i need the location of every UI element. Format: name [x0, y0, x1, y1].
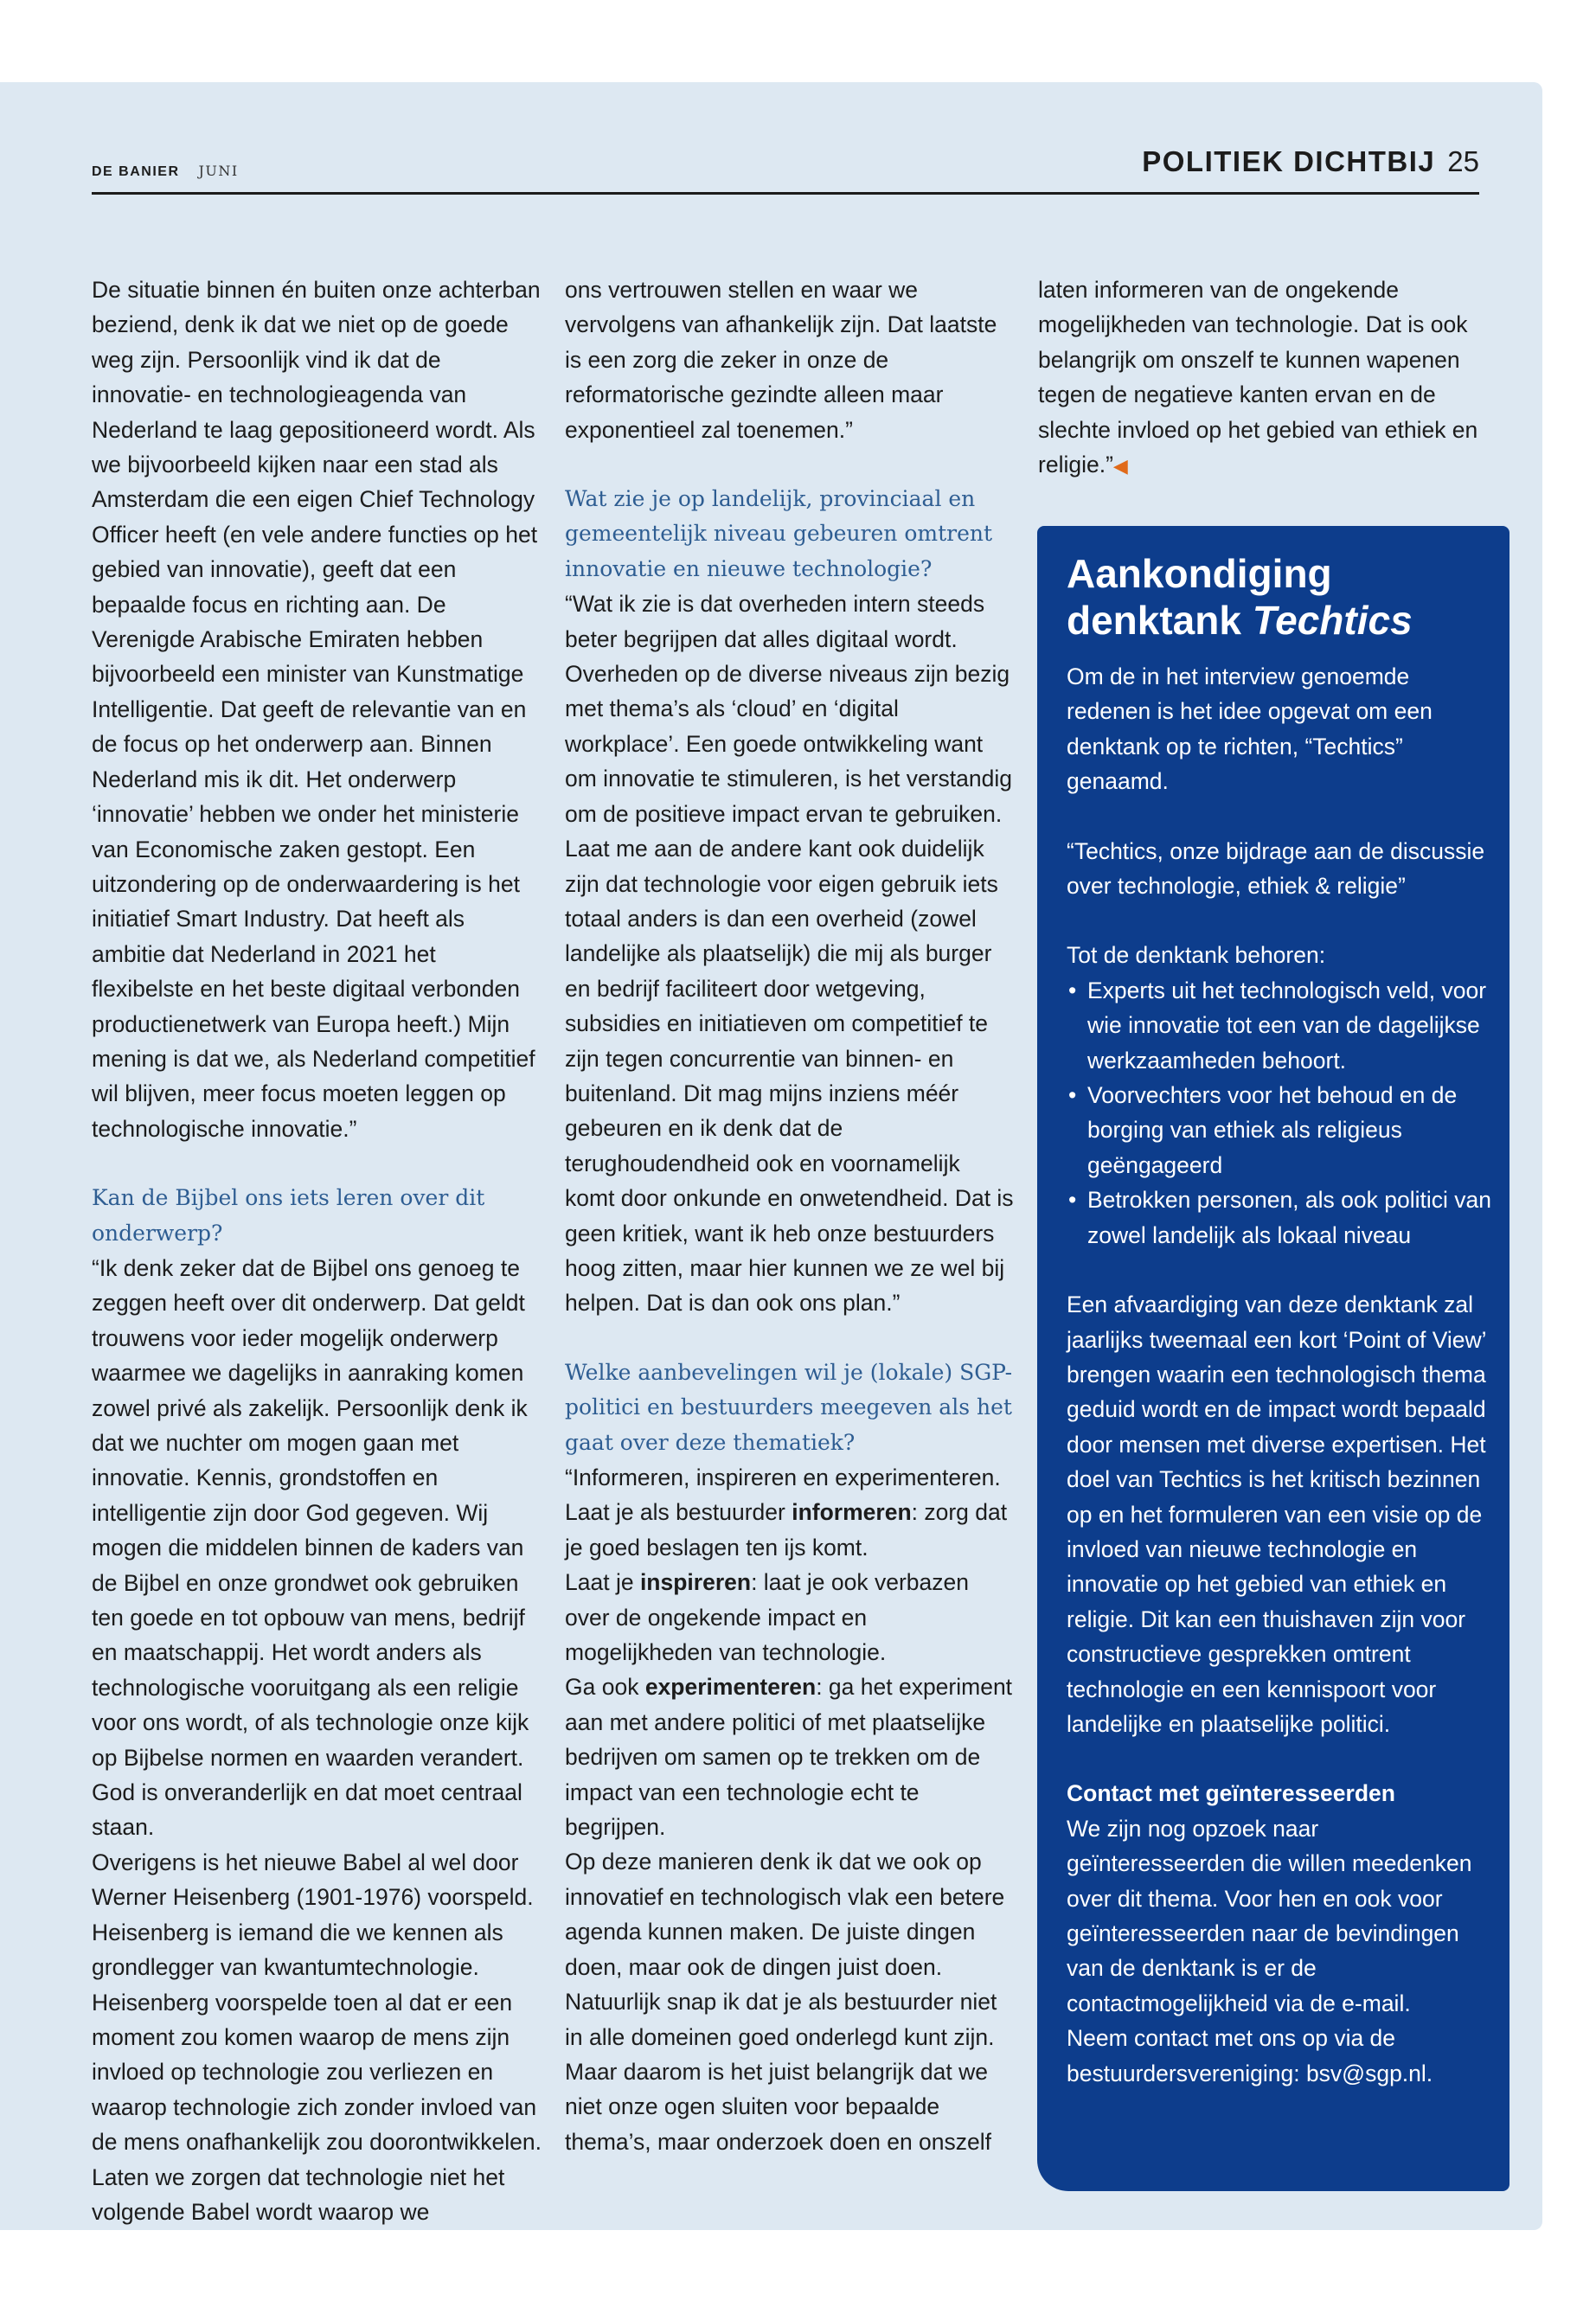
interview-question: Welke aanbevelingen wil je (lokale) SGP-politici en bestuurders meegeven als het gaat over deze thematiek?	[565, 1359, 1013, 1455]
paragraph	[565, 1670, 1015, 1844]
title-line: Aankondiging	[1067, 551, 1332, 596]
text-run: laten informeren van de ongekende mogelijkheden van technologie. Dat is ook belangrijk om onszelf te kunnen wapenen tegen de negatieve kanten ervan en de slechte invloed op het gebied van ethiek en religie.”	[1038, 277, 1478, 478]
paragraph	[565, 1495, 1015, 1565]
text-column-1	[92, 272, 542, 2229]
paragraph	[1038, 272, 1488, 484]
paragraph: Overigens is het nieuwe Babel al wel door Werner Heisenberg (1901-1976) voorspeld. Heisenberg is iemand die we kennen als grondlegger van kwantumtechnologie. Heisenberg voorspelde toen al dat er een moment zou komen waarop de mens zijn invloed op technologie zou verliezen en waarop technologie zich zonder invloed van de mens onafhankelijk zou doorontwikkelen. Laten we zorgen dat technologie niet het volgende Babel wordt waarop we	[92, 1849, 542, 2225]
contact-line: Neem contact met ons op via de bestuurdersvereniging: bsv@sgp.nl.	[1067, 2025, 1433, 2086]
list-item: • Voorvechters voor het behoud en de borging van ethiek als religieus geëngageerd	[1067, 1078, 1499, 1183]
text-run: : ga het experiment aan met andere politici of met plaatselijke bedrijven om samen op te trekken om de impact van een technologie echt te begrijpen.	[565, 1674, 1013, 1841]
section-title: POLITIEK DICHTBIJ	[1142, 145, 1436, 177]
header-left	[92, 163, 239, 180]
magazine-name: DE BANIER	[92, 164, 180, 179]
paragraph	[565, 1565, 1015, 1670]
page-header	[92, 145, 1479, 195]
paragraph: “Wat ik zie is dat overheden intern steeds beter begrijpen dat alles digitaal wordt. Overheden op de diverse niveaus zijn bezig met thema’s als ‘cloud’ en ‘digital workplace’. Een goede ontwikkeling want om innovatie te stimuleren, is het verstandig om de positieve impact ervan te gebruiken. Laat me aan de andere kant ook duidelijk zijn dat technologie voor eigen gebruik iets totaal anders is dan een overheid (zowel landelijke als plaatselijk) die mij als burger en bedrijf faciliteert door wetgeving, subsidies en initiatieven om competitief te zijn tegen concurrentie van binnen- en buitenland. Dit mag mijns inziens méér gebeuren en ik denk dat de terughoudendheid ook en voornamelijk komt door onkunde en onwetendheid. Dat is geen kritiek, want ik heb onze bestuurders hoog zitten, maar hier kunnen we ze wel bij helpen. Dat is dan ook ons plan.”	[565, 591, 1014, 1317]
title-line: denktank	[1067, 598, 1253, 643]
announcement-title	[1067, 550, 1499, 644]
text-run: Laat je	[565, 1569, 640, 1596]
title-italic: Techtics	[1252, 598, 1413, 643]
text-run: Ga ook	[565, 1674, 645, 1701]
paragraph: De situatie binnen én buiten onze achterban beziend, denk ik dat we niet op de goede weg zijn. Persoonlijk vind ik dat de innovatie- en technologieagenda van Nederland te laag gepositioneerd wordt. Als we bijvoorbeeld kijken naar een stad als Amsterdam die een eigen Chief Technology Officer heeft (en vele andere functies op het gebied van innovatie), geeft dat een bepaalde focus en richting aan. De Verenigde Arabische Emiraten hebben bijvoorbeeld een minister van Kunstmatige Intelligentie. Dat geeft de relevantie van en de focus op het onderwerp aan. Binnen Nederland mis ik dit. Het onderwerp ‘innovatie’ hebben we onder het ministerie van Economische zaken gestopt. Een uitzondering op de onderwaardering is het initiatief Smart Industry. Dat heeft als ambitie dat Nederland in 2021 het flexibelste en het beste digitaal verbonden productienetwerk van Europa heeft.) Mijn mening is dat we, als Nederland competitief wil blijven, meer focus moeten leggen op technologische innovatie.”	[92, 277, 541, 1142]
issue-month: JUNI	[198, 163, 239, 179]
announcement-content	[1067, 550, 1499, 2091]
quote: “Techtics, onze bijdrage aan de discussie over technologie, ethiek & religie”	[1067, 837, 1485, 900]
paragraph: We zijn nog opzoek naar geïnteresseerden die willen meedenken over dit thema. Voor hen en ook voor geïnteresseerden naar de bevindingen van de denktank is er de contactmogelijkheid via de e-mail.	[1067, 1815, 1472, 2016]
text-run: : zorg dat je goed beslagen ten ijs komt.	[565, 1499, 1008, 1561]
contact-heading: Contact met geïnteresseerden	[1067, 1780, 1395, 1807]
list-item: • Betrokken personen, als ook politici van zowel landelijk als lokaal niveau	[1067, 1183, 1499, 1253]
bold-keyword: inspireren	[639, 1569, 752, 1596]
member-list	[1067, 973, 1499, 1253]
list-item: • Experts uit het technologisch veld, voor wie innovatie tot een van de dagelijkse werkzaamheden behoort.	[1067, 973, 1499, 1078]
header-right	[1142, 145, 1479, 178]
text-column-3	[1038, 272, 1488, 484]
bold-keyword: informeren	[792, 1499, 912, 1526]
paragraph: ons vertrouwen stellen en waar we vervolgens van afhankelijk zijn. Dat laatste is een zorg die zeker in onze de reformatorische gezindte alleen maar exponentieel zal toenemen.”	[565, 277, 997, 443]
interview-question: Kan de Bijbel ons iets leren over dit onderwerp?	[92, 1185, 485, 1246]
list-intro: Tot de denktank behoren:	[1067, 942, 1326, 969]
page-number: 25	[1447, 145, 1479, 177]
paragraph: Op deze manieren denk ik dat we ook op innovatief en technologisch vlak een betere agenda kunnen maken. De juiste dingen doen, maar ook de dingen juist doen. Natuurlijk snap ik dat je als bestuurder niet in alle domeinen goed onderlegd kunt zijn. Maar daarom is het juist belangrijk dat we niet onze ogen sluiten voor bepaalde thema’s, maar onderzoek doen en onszelf	[565, 1849, 1005, 2155]
paragraph: “Informeren, inspireren en experimenteren.	[565, 1465, 1001, 1490]
interview-question: Wat zie je op landelijk, provinciaal en gemeentelijk niveau gebeuren omtrent innovatie en nieuwe technologie?	[565, 486, 993, 581]
paragraph: “Ik denk zeker dat de Bijbel ons genoeg te zeggen heeft over dit onderwerp. Dat geldt trouwens voor ieder mogelijk onderwerp waarmee we dagelijks in aanraking komen zowel privé als zakelijk. Persoonlijk denk ik dat we nuchter om mogen gaan met innovatie. Kennis, grondstoffen en intelligentie zijn door God gegeven. Wij mogen die middelen binnen de kaders van de Bijbel en onze grondwet ook gebruiken ten goede en tot opbouw van mens, bedrijf en maatschappij. Het wordt anders als technologische vooruitgang als een religie voor ons wordt, of als technologie onze kijk op Bijbelse normen en waarden verandert. God is onveranderlijk en dat moet centraal staan.	[92, 1254, 529, 1841]
bold-keyword: experimenteren	[644, 1674, 817, 1701]
end-of-article-icon: ◀	[1112, 455, 1128, 478]
paragraph: Een afvaardiging van deze denktank zal jaarlijks tweemaal een kort ‘Point of View’ brengen waarin een technologisch thema geduid wordt en de impact wordt bepaald door mensen met diverse expertisen. Het doel van Techtics is het kritisch bezinnen op en het formuleren van een visie op de invloed van nieuwe technologie en innovatie op het gebied van ethiek en religie. Dit kan een thuishaven zijn voor constructieve gesprekken omtrent technologie en een kennispoort voor landelijke en plaatselijke politici.	[1067, 1292, 1486, 1737]
text-run: : laat je ook verbazen over de ongekende impact en mogelijkheden van technologie.	[565, 1569, 969, 1666]
text-run: Laat je als bestuurder	[565, 1499, 792, 1526]
paragraph: Om de in het interview genoemde redenen is het idee opgevat om een denktank op te richten, “Techtics” genaamd.	[1067, 663, 1433, 795]
announcement-box	[1037, 526, 1509, 2191]
text-column-2	[565, 272, 1015, 2159]
